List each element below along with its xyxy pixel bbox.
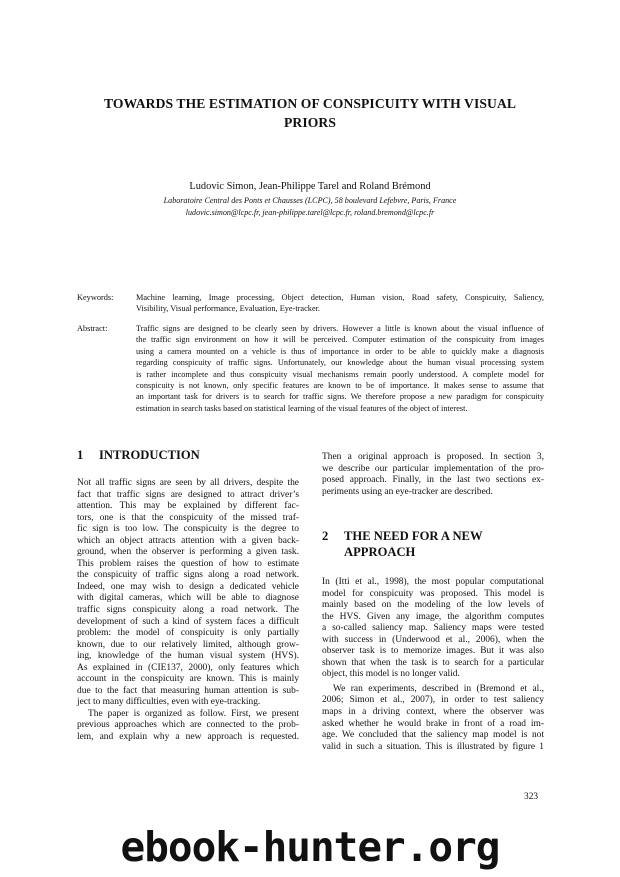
body-line: with digital cameras, which will be able to diagnose [77,593,299,604]
body-line: asked whether he would brake in front of a road im- [322,718,544,729]
abstract-label: Abstract: [77,324,108,333]
body-line: problem: the model of conspicuity is only partially [77,628,299,639]
keywords-line: Visibility, Visual performance, Evaluation, Eye-tracker. [136,304,321,314]
abstract-line: conspicuity is not known, only specific features are known to be of importance. It makes sense to assume that [136,381,544,391]
body-line: we describe our particular implementation of the pro- [322,463,544,474]
body-line: Then a original approach is proposed. In section 3, [322,452,544,462]
abstract-line: regarding conspicuity of traffic signs. Unfortunately, our knowledge about the human visual processing system [136,358,544,368]
section-2-heading [322,528,483,560]
body-line: tors, one is that the conspicuity of the missed traf- [77,512,299,523]
abstract-line: the traffic sign environment on how it will be perceived. Computer estimation of the conspicuity from images [136,335,544,345]
body-line: As explained in (CIE137, 2000), only features which [77,662,299,673]
abstract-line: estimation in search tasks based on statistical learning of the visual features of the object of interest. [136,403,468,413]
section-title-line: THE NEED FOR A NEW [344,529,483,543]
abstract-line: is rather incomplete and thus conspicuity visual mechanisms remain poorly understood. A complete model for [136,369,544,379]
body-line: which an object attracts attention with a given back- [77,535,299,546]
body-line: The paper is organized as follow. First, we present [88,708,299,719]
section-1-heading [77,447,200,463]
body-line: shown that when the task is to search for a particular [322,657,544,668]
right-column-intro [322,452,544,498]
body-line: ground, when the observer is performing a given task. [77,547,299,558]
body-line: 2006; Simon et al., 2007), in order to test saliency [322,695,544,706]
body-line: the HVS. Given any image, the algorithm computes [322,611,544,622]
body-line: In (Itti et al., 1998), the most popular computational [322,577,544,587]
body-line: posed approach. Finally, in the last two sections ex- [322,475,544,486]
body-line: traffic signs conspicuity along a road network. The [77,605,299,616]
paper-title [70,94,550,132]
body-line: maps in a driving context, where the observer was [322,707,544,718]
body-line: fact that traffic signs are designed to attract driver’s [77,489,299,500]
body-line: This problem raises the question of how to estimate [77,558,299,569]
page-number: 323 [524,792,539,802]
section-number: 1 [77,448,84,462]
body-line: observer task is to memorize images. But it was also [322,646,544,657]
body-line: attention. This may be explained by different fac- [77,501,299,512]
section-number: 2 [322,529,329,543]
body-line: fic sign is too low. The conspicuity is the degree to [77,524,299,535]
left-column-body [77,478,299,744]
body-line: previous approaches which are connected to the prob- [77,720,299,731]
abstract-text [136,323,544,414]
body-line: object, this model is no longer valid. [322,669,460,680]
author-list: Ludovic Simon, Jean-Philippe Tarel and Roland Brémond [189,181,431,192]
affiliation: Laboratoire Central des Ponts et Chausses (LCPC), 58 boulevard Lefebvre, Paris, France [163,196,457,205]
body-line: age. We concluded that the saliency map model is not [322,730,544,741]
keywords-text [136,292,544,315]
body-line: periments using an eye-tracker are described. [322,486,493,497]
right-column-body [322,577,544,753]
body-line: Not all traffic signs are seen by all drivers, despite the [77,478,299,488]
body-line: valid in such a situation. This is illustrated by figure 1 [322,741,544,752]
body-line: with success in (Underwood et al., 2006), when the [322,634,544,645]
body-line: model for conspicuity was proposed. This model is [322,588,544,599]
body-line: ing, knowledge of the human visual system (HVS). [77,651,299,662]
title-line: TOWARDS THE ESTIMATION OF CONSPICUITY WITH VISUAL [103,96,517,111]
abstract-line: Traffic signs are designed to be clearly seen by drivers. However a little is known about the visual influence of [136,324,544,333]
body-line: lem, and explain why a new approach is requested. [77,732,299,743]
abstract-line: an important task for drivers is to search for traffic signs. We therefore propose a new paradigm for conspicuity [136,392,544,402]
section-title-line: APPROACH [344,545,416,559]
body-line: the conspicuity of traffic signs along a road network. [77,570,299,581]
body-line: known, due to our relatively limited, although grow- [77,639,299,650]
body-line: We ran experiments, described in (Bremond et al., [333,683,544,694]
body-line: mainly based on the modeling of the low levels of [322,600,544,611]
keywords-label: Keywords: [77,293,114,302]
abstract-line: using a camera mounted on a vehicle is thus of importance in order to be able to quickly make a diagnosis [136,346,544,356]
body-line: a so-called saliency map. Saliency maps were tested [322,623,544,634]
title-line: PRIORS [284,115,336,130]
section-title: INTRODUCTION [99,448,200,462]
body-line: development of such a kind of system faces a difficult [77,616,299,627]
keywords-line: Machine learning, Image processing, Object detection, Human vision, Road safety, Conspicuity, Saliency, [136,293,544,302]
body-line: due to the fact that measuring human attention is sub- [77,685,299,696]
author-emails: ludovic.simon@lcpc.fr, jean-philippe.tarel@lcpc.fr, roland.bremond@lcpc.fr [185,208,435,217]
body-line: Indeed, one may wish to design a dedicated vehicle [77,581,299,592]
body-line: account in the conspicuity are known. This is mainly [77,674,299,685]
site-watermark: ebook-hunter.org [120,823,500,871]
body-line: ject to many difficulties, even with eye-tracking. [77,697,261,708]
